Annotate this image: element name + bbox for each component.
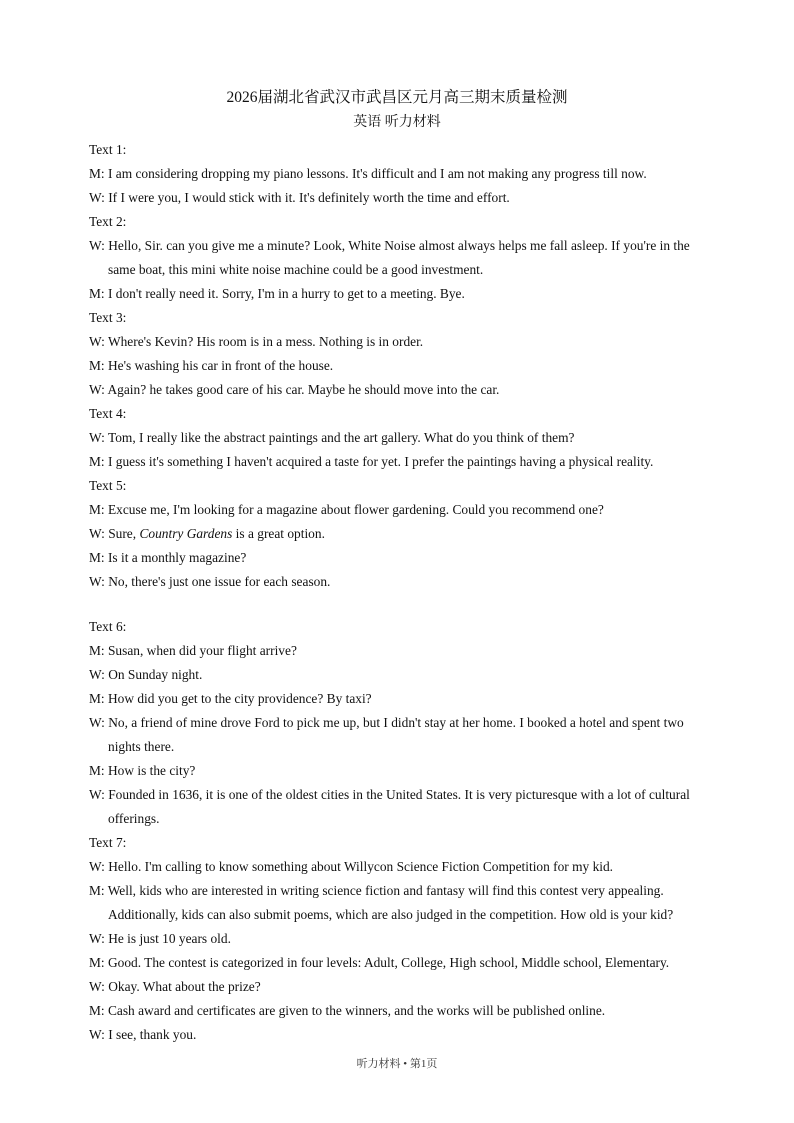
section-gap xyxy=(89,594,713,615)
dialogue-line: M: Excuse me, I'm looking for a magazine about flower gardening. Could you recommend one? xyxy=(89,502,604,517)
dialogue-line xyxy=(89,522,713,546)
dialogue-line: W: Again? he takes good care of his car. Maybe he should move into the car. xyxy=(89,382,500,397)
dialogue-text: W: Sure, xyxy=(89,526,140,541)
text-section-label: Text 7: xyxy=(89,835,127,850)
text-section-label: Text 5: xyxy=(89,478,127,493)
dialogue-line: W: If I were you, I would stick with it. It's definitely worth the time and effort. xyxy=(89,190,510,205)
dialogue-line: M: Susan, when did your flight arrive? xyxy=(89,643,297,658)
dialogue-line: M: Is it a monthly magazine? xyxy=(89,550,247,565)
text-section-label: Text 6: xyxy=(89,619,127,634)
dialogue-line: W: Hello, Sir. can you give me a minute? Look, White Noise almost always helps me fall asleep. If you're in the same boat, this mini white noise machine could be a good investment. xyxy=(89,238,690,277)
dialogue-line: W: He is just 10 years old. xyxy=(89,931,231,946)
dialogue-line: W: Tom, I really like the abstract paintings and the art gallery. What do you think of them? xyxy=(89,430,575,445)
page-subtitle: 英语 听力材料 xyxy=(353,115,441,130)
dialogue-line: M: I don't really need it. Sorry, I'm in a hurry to get to a meeting. Bye. xyxy=(89,286,465,301)
dialogue-line: W: Where's Kevin? His room is in a mess. Nothing is in order. xyxy=(89,334,424,349)
dialogue-text: is a great option. xyxy=(232,526,325,541)
dialogue-line: W: Founded in 1636, it is one of the oldest cities in the United States. It is very picturesque with a lot of cultural offerings. xyxy=(89,787,690,826)
dialogue-line: M: I guess it's something I haven't acquired a taste for yet. I prefer the paintings having a physical reality. xyxy=(89,454,654,469)
dialogue-line: W: Okay. What about the prize? xyxy=(89,979,261,994)
dialogue-line: M: Well, kids who are interested in writing science fiction and fantasy will find this contest very appealing. Additionally, kids can also submit poems, which are also judged in the competition. How old is your kid? xyxy=(89,883,674,922)
text-section-label: Text 3: xyxy=(89,310,127,325)
dialogue-line: W: On Sunday night. xyxy=(89,667,203,682)
dialogue-line: M: How did you get to the city providence? By taxi? xyxy=(89,691,372,706)
text-section-label: Text 2: xyxy=(89,214,127,229)
dialogue-line: M: How is the city? xyxy=(89,763,196,778)
dialogue-line: W: I see, thank you. xyxy=(89,1027,197,1042)
dialogue-line: W: Hello. I'm calling to know something about Willycon Science Fiction Competition for my kid. xyxy=(89,859,614,874)
dialogue-line: M: Good. The contest is categorized in four levels: Adult, College, High school, Middle school, Elementary. xyxy=(89,955,670,970)
page-footer: 听力材料 • 第1页 xyxy=(356,1058,438,1070)
dialogue-line: W: No, there's just one issue for each season. xyxy=(89,574,331,589)
text-section-label: Text 1: xyxy=(89,142,127,157)
transcript-body xyxy=(89,138,713,1047)
magazine-title: Country Gardens xyxy=(139,526,233,541)
dialogue-line: M: He's washing his car in front of the house. xyxy=(89,358,334,373)
text-section-label: Text 4: xyxy=(89,406,127,421)
page-title: 2026届湖北省武汉市武昌区元月高三期末质量检测 xyxy=(226,89,568,106)
dialogue-line: M: Cash award and certificates are given to the winners, and the works will be published online. xyxy=(89,1003,606,1018)
dialogue-line: W: No, a friend of mine drove Ford to pick me up, but I didn't stay at her home. I booked a hotel and spent two nights there. xyxy=(89,715,684,754)
dialogue-line: M: I am considering dropping my piano lessons. It's difficult and I am not making any progress till now. xyxy=(89,166,647,181)
